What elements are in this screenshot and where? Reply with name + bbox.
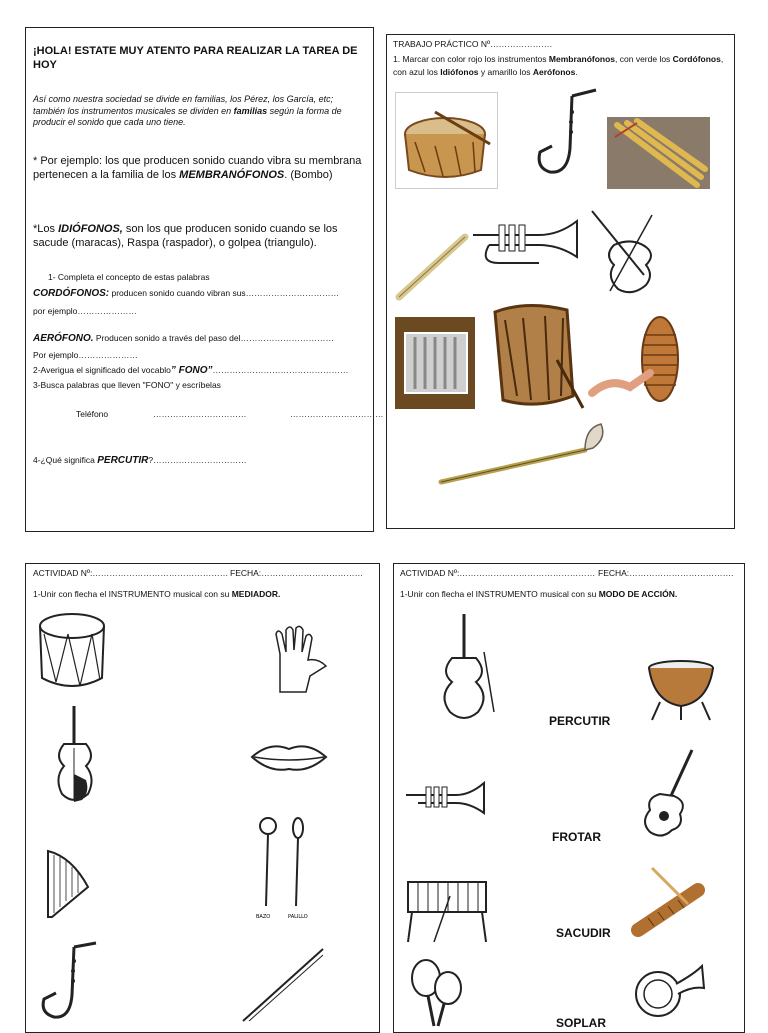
pan-flute-photo-icon[interactable] — [607, 117, 710, 189]
bass-drum-photo-icon[interactable] — [487, 300, 587, 412]
lips-icon[interactable] — [250, 739, 328, 775]
mallets-icon[interactable] — [252, 814, 314, 922]
violin-icon[interactable] — [50, 704, 100, 810]
action-label-frotar: FROTAR — [552, 830, 602, 844]
practical-work-instructions: 1. Marcar con color rojo los instrumentos Membranófonos, con verde los Cordófonos, con azul los Idiófonos y amarillo los Aerófonos. — [393, 54, 724, 78]
intro-paragraph: Así como nuestra sociedad se divide en familias, los Pérez, los García, etc; también los instrumentos musicales se dividen en familias según la forma de producir el sonido que cada uno tiene. — [33, 94, 342, 128]
harp-icon[interactable] — [42, 847, 92, 919]
activity-number-header: ACTIVIDAD Nº:………………………………………… — [33, 568, 229, 578]
horn-pipe-icon[interactable] — [435, 418, 611, 488]
glockenspiel-photo-icon[interactable] — [395, 317, 475, 409]
question-1-cordofonos-example: por ejemplo………………… — [33, 306, 137, 316]
maracas-icon[interactable] — [408, 958, 466, 1028]
activity-date-header: FECHA:………………………………. — [598, 568, 734, 578]
trumpet-icon[interactable] — [404, 779, 486, 823]
example-idiofonos: *Los IDIÓFONOS, son los que producen sonido cuando se los sacude (maracas), Raspa (raspador), o golpea (triangulo). — [33, 223, 338, 250]
drum-photo-icon[interactable] — [395, 92, 498, 189]
trumpet-icon[interactable] — [469, 215, 581, 273]
answer-blank-1[interactable]: …………………………… — [153, 409, 247, 419]
question-2: 2-Averigua el significado del vocablo” FONO”………………………………………… — [33, 365, 349, 376]
question-1-aerofonos-example: Por ejemplo………………… — [33, 350, 138, 360]
saxophone-icon[interactable] — [532, 88, 604, 180]
example-word-telefono: Teléfono — [76, 409, 109, 419]
violin-icon[interactable] — [584, 205, 672, 297]
saxophone-icon[interactable] — [38, 939, 100, 1025]
guiro-photo-icon[interactable] — [590, 315, 690, 407]
activity-number-header: ACTIVIDAD Nº:………………………………………… — [400, 568, 596, 578]
french-horn-icon[interactable] — [622, 964, 706, 1026]
action-mode-instructions: 1-Unir con flecha el INSTRUMENTO musical con su MODO DE ACCIÓN. — [400, 589, 678, 599]
action-label-percutir: PERCUTIR — [549, 714, 611, 728]
hand-icon[interactable] — [266, 624, 334, 696]
snare-drum-icon[interactable] — [36, 610, 108, 698]
question-4: 4-¿Qué significa PERCUTIR?…………………………… — [33, 455, 247, 466]
question-3: 3-Busca palabras que lleven "FONO" y escríbelas — [33, 380, 221, 390]
guitar-icon[interactable] — [640, 746, 702, 840]
recorder-flute-icon[interactable] — [395, 231, 470, 301]
practical-work-header: TRABAJO PRÁCTICO Nº…………………. — [393, 39, 552, 49]
action-label-soplar: SOPLAR — [556, 1016, 607, 1030]
page-title: ¡HOLA! ESTATE MUY ATENTO PARA REALIZAR LA TAREA DE HOY — [33, 45, 358, 72]
action-mode-activity-panel — [393, 563, 745, 1033]
xylophone-icon[interactable] — [404, 876, 490, 946]
mallet-label-palillo: PALILLO — [288, 914, 308, 920]
question-1-intro: 1- Completa el concepto de estas palabras — [48, 272, 210, 282]
double-bass-icon[interactable] — [434, 612, 500, 724]
question-1-aerofonos: AERÓFONO. Producen sonido a través del paso del…………………………… — [33, 333, 335, 344]
guiro-photo-icon[interactable] — [630, 864, 704, 934]
example-membranofonos: * Por ejemplo: los que producen sonido cuando vibra su membrana pertenecen a la familia de los MEMBRANÓFONOS. (Bombo) — [33, 155, 362, 182]
action-label-sacudir: SACUDIR — [556, 926, 611, 940]
mediator-activity-panel — [25, 563, 380, 1033]
question-1-cordofonos: CORDÓFONOS: producen sonido cuando vibran sus…………………………… — [33, 288, 340, 299]
practical-work-panel — [386, 34, 735, 529]
violin-bow-icon[interactable] — [239, 945, 329, 1025]
timpani-icon[interactable] — [646, 658, 716, 722]
answer-blank-2[interactable]: …………………………… — [290, 409, 384, 419]
mediator-instructions: 1-Unir con flecha el INSTRUMENTO musical con su MEDIADOR. — [33, 589, 281, 599]
mallet-label-bazo: BAZO — [256, 914, 271, 920]
activity-date-header: FECHA:……………………………… — [230, 568, 364, 578]
worksheet-intro-panel — [25, 27, 384, 532]
